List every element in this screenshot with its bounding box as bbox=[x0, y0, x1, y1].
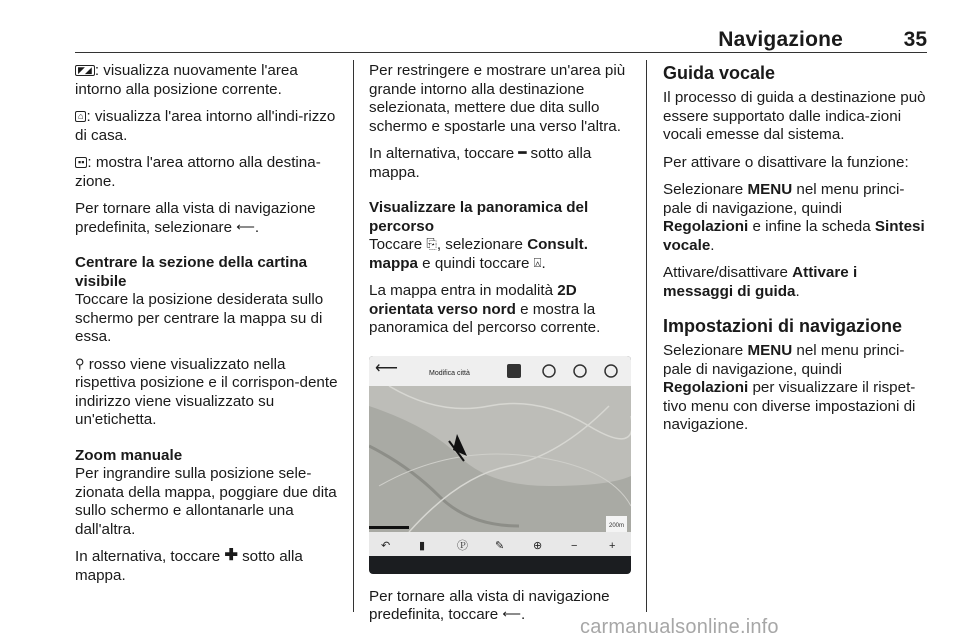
parking-icon: Ⓟ bbox=[457, 539, 468, 552]
destination-icon: ▪▪ bbox=[75, 157, 87, 168]
map-bottom-bar bbox=[369, 532, 631, 556]
back-arrow-icon: ⟵ bbox=[236, 218, 255, 234]
zoom-out-icon: − bbox=[571, 539, 578, 552]
map-screenshot bbox=[369, 356, 631, 574]
column-divider-1 bbox=[353, 60, 354, 612]
column-2: Per restringere e mostrare un'area più grande intorno alla destinazione selezionata, mettere due dita sullo schermo e spostarle una verso l'altra. In alternativa, toccare ━ sotto alla mappa. Visualizzare la panoramica del percorso Toccare ⎘, selezionare Consult. mappa e quindi toccare ⍓. La mappa entra in modalità 2D orientata verso nord e mostra la panoramica del percorso corrente. ⟵ Modifica città 200m ↶ ▮ Ⓟ ✎ ⊕ − + Per tornare alla vista di navigazione predefinita, toccare ⟵. bbox=[369, 62, 635, 634]
home-icon: ⌂ bbox=[75, 111, 86, 122]
fuel-icon: ▮ bbox=[419, 539, 426, 552]
map-title: Modifica città bbox=[429, 369, 470, 377]
minus-icon: ━ bbox=[518, 145, 527, 160]
header-rule bbox=[75, 52, 927, 53]
map-toolbar-icons bbox=[369, 356, 631, 386]
map-scale: 200m bbox=[606, 516, 627, 537]
page-number: 35 bbox=[903, 28, 927, 51]
column-1: ◤◢ : visualizza nuovamente l'area intorno alla posizione corrente. ⌂ : visualizza l'area intorno all'indi-rizzo di casa. ▪▪ : mostra l'area attorno alla destina-zione. Per tornare alla vista di navigazione predefinita, selezionare ⟵. Centrare la sezione della cartina visibile Toccare la posizione desiderata sullo schermo per centrare la mappa su di essa. ⚲ rosso viene visualizzato nella rispettiva posizione e il corrispon-dente indirizzo viene visualizzato su un'etichetta. Zoom manuale Per ingrandire sulla posizione sele-zionata della mappa, poggiare due dita sullo schermo e allontanarle una dall'altra. In alternativa, toccare ✚ sotto alla mappa. bbox=[75, 62, 343, 594]
map-pin-icon: ⚲ bbox=[75, 355, 85, 371]
undo-icon: ↶ bbox=[381, 539, 391, 552]
page-title: Navigazione bbox=[718, 28, 843, 51]
north-arrow-icon: ⍓ bbox=[533, 254, 542, 270]
page-header bbox=[75, 28, 927, 50]
heading-center-map: Centrare la sezione della cartina visibile bbox=[75, 254, 308, 290]
current-position-icon: ◤◢ bbox=[75, 65, 95, 76]
zoom-in-icon: + bbox=[609, 539, 616, 552]
center-icon: ⊕ bbox=[533, 539, 543, 552]
route-options-icon: ⎘ bbox=[426, 236, 437, 251]
poi-icon: ✎ bbox=[495, 539, 505, 552]
heading-navigation-settings: Impostazioni di navigazione bbox=[663, 316, 903, 336]
map-back-icon: ⟵ bbox=[375, 359, 398, 377]
heading-voice-guidance: Guida vocale bbox=[663, 63, 776, 83]
plus-icon: ✚ bbox=[224, 547, 238, 564]
watermark: carmanualsonline.info bbox=[580, 616, 779, 638]
heading-route-overview: Visualizzare la panoramica del percorso bbox=[369, 199, 589, 235]
column-divider-2 bbox=[646, 60, 647, 612]
heading-manual-zoom: Zoom manuale bbox=[75, 446, 183, 464]
back-arrow-icon: ⟵ bbox=[502, 606, 522, 621]
map-view bbox=[369, 386, 631, 532]
column-3: Guida vocale Il processo di guida a destinazione può essere supportato dalle indica-zioni vocali emesse dal sistema. Per attivare o disattivare la funzione: Selezionare MENU nel menu princi-pale di navigazione, quindi Regolazioni e infine la scheda Sintesi vocale. Attivare/disattivare Attivare i messaggi di guida. Impostazioni di navigazione Selezionare MENU nel menu princi-pale di navigazione, quindi Regolazioni per visualizzare il rispet-tivo menu con diverse impostazioni di navigazione. bbox=[663, 62, 931, 444]
map-top-bar bbox=[369, 356, 631, 386]
